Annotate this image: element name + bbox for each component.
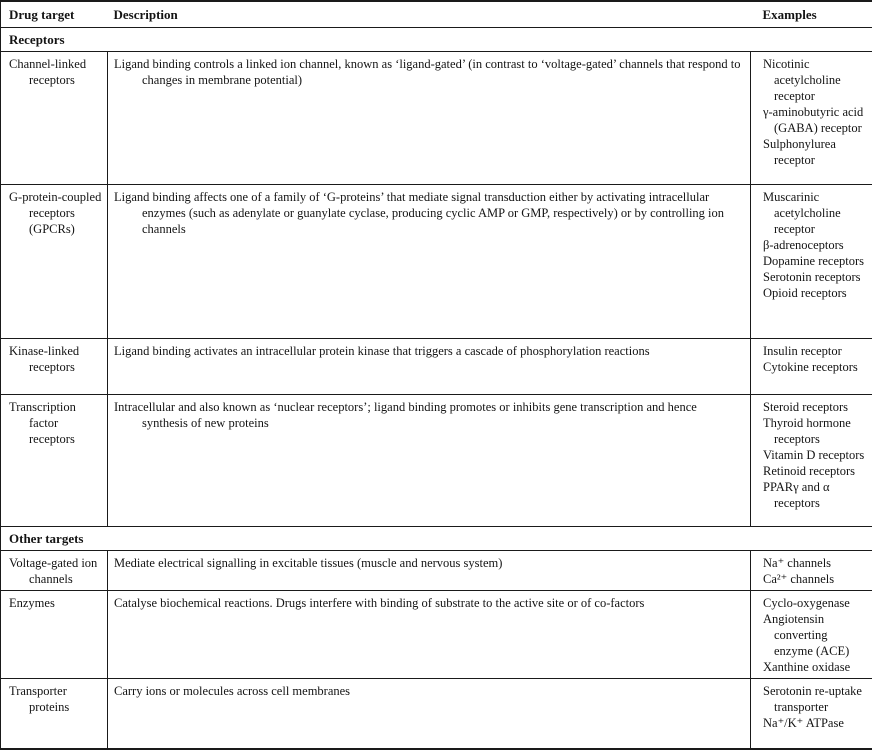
example-item: Na⁺/K⁺ ATPase	[763, 715, 844, 730]
example-item: Vitamin D receptors	[763, 447, 865, 462]
example-item: Serotonin receptors	[763, 269, 861, 284]
table-row	[1, 338, 872, 394]
example-item: Serotonin re-uptake transporter	[763, 683, 862, 714]
description-text: Ligand binding affects one of a family of ‘G-proteins’ that mediate signal transduction either by activating intracellular enzymes (such as adenylate or guanylate cyclase, producing cyclic AMP or GMP, respectively) or by controlling ion channels	[114, 189, 725, 236]
description-cell	[108, 590, 751, 678]
example-item: Thyroid hormone receptors	[763, 415, 851, 446]
example-item: PPARγ and α receptors	[763, 479, 830, 510]
examples-cell	[751, 550, 872, 590]
drug-target-text: receptors	[29, 72, 75, 87]
section-title: Receptors	[1, 27, 872, 51]
example-item: Sulphonylurea receptor	[763, 136, 836, 167]
section-row-other-targets	[1, 526, 872, 550]
table-row	[1, 51, 872, 184]
example-item: Cyclo-oxygenase	[763, 595, 850, 610]
example-item: Cytokine receptors	[763, 359, 858, 374]
drug-target-text: (GPCRs)	[29, 221, 75, 236]
drug-target-text: receptors	[29, 205, 75, 220]
example-item: Insulin receptor	[763, 343, 842, 358]
example-item: Na⁺ channels	[763, 555, 832, 570]
col-header-drug-target: Drug target	[1, 1, 108, 27]
example-item: γ-aminobutyric acid (GABA) receptor	[763, 104, 864, 135]
examples-cell	[751, 51, 872, 184]
example-item: β-adrenoceptors	[763, 237, 844, 252]
description-text: Carry ions or molecules across cell membranes	[114, 683, 351, 698]
description-text: Ligand binding controls a linked ion channel, known as ‘ligand-gated’ (in contrast to ‘voltage-gated’ channels that respond to changes in membrane potential)	[114, 56, 741, 87]
table-row	[1, 550, 872, 590]
drug-target-cell	[1, 51, 108, 184]
description-cell	[108, 51, 751, 184]
example-item: Opioid receptors	[763, 285, 847, 300]
example-item: Dopamine receptors	[763, 253, 865, 268]
description-cell	[108, 184, 751, 338]
example-item: Nicotinic acetylcholine receptor	[763, 56, 841, 103]
drug-target-text: Transcription	[9, 399, 76, 414]
section-title: Other targets	[1, 526, 872, 550]
example-item: Muscarinic acetylcholine receptor	[763, 189, 841, 236]
example-item: Angiotensin converting enzyme (ACE)	[763, 611, 850, 658]
section-row-receptors	[1, 27, 872, 51]
description-cell	[108, 394, 751, 526]
table-row	[1, 184, 872, 338]
example-item: Ca²⁺ channels	[763, 571, 835, 586]
drug-target-text: Transporter	[9, 683, 67, 698]
description-cell	[108, 338, 751, 394]
header-row	[1, 1, 872, 27]
drug-target-text: factor receptors	[29, 415, 75, 446]
drug-target-text: Voltage-gated ion	[9, 555, 98, 570]
description-text: Mediate electrical signalling in excitable tissues (muscle and nervous system)	[114, 555, 503, 570]
table-row	[1, 394, 872, 526]
table-row	[1, 590, 872, 678]
drug-target-text: Enzymes	[9, 595, 55, 610]
drug-target-text: Channel-linked	[9, 56, 87, 71]
table-row	[1, 678, 872, 749]
drug-target-cell	[1, 184, 108, 338]
description-text: Intracellular and also known as ‘nuclear receptors’; ligand binding promotes or inhibits gene transcription and hence synthesis of new proteins	[114, 399, 697, 430]
example-item: Xanthine oxidase	[763, 659, 851, 674]
drug-target-cell	[1, 550, 108, 590]
drug-target-cell	[1, 394, 108, 526]
examples-cell	[751, 338, 872, 394]
examples-cell	[751, 394, 872, 526]
drug-target-cell	[1, 338, 108, 394]
drug-target-text: receptors	[29, 359, 75, 374]
examples-cell	[751, 678, 872, 749]
description-cell	[108, 678, 751, 749]
examples-cell	[751, 590, 872, 678]
col-header-examples: Examples	[751, 1, 872, 27]
drug-target-cell	[1, 590, 108, 678]
description-text: Ligand binding activates an intracellular protein kinase that triggers a cascade of phosphorylation reactions	[114, 343, 650, 358]
drug-target-text: Kinase-linked	[9, 343, 80, 358]
examples-cell	[751, 184, 872, 338]
description-cell	[108, 550, 751, 590]
example-item: Steroid receptors	[763, 399, 849, 414]
drug-target-cell	[1, 678, 108, 749]
col-header-description: Description	[108, 1, 751, 27]
drug-target-text: proteins	[29, 699, 70, 714]
description-text: Catalyse biochemical reactions. Drugs interfere with binding of substrate to the active site or of co-factors	[114, 595, 645, 610]
example-item: Retinoid receptors	[763, 463, 855, 478]
drug-target-text: G-protein-coupled	[9, 189, 102, 204]
drug-target-text: channels	[29, 571, 73, 586]
